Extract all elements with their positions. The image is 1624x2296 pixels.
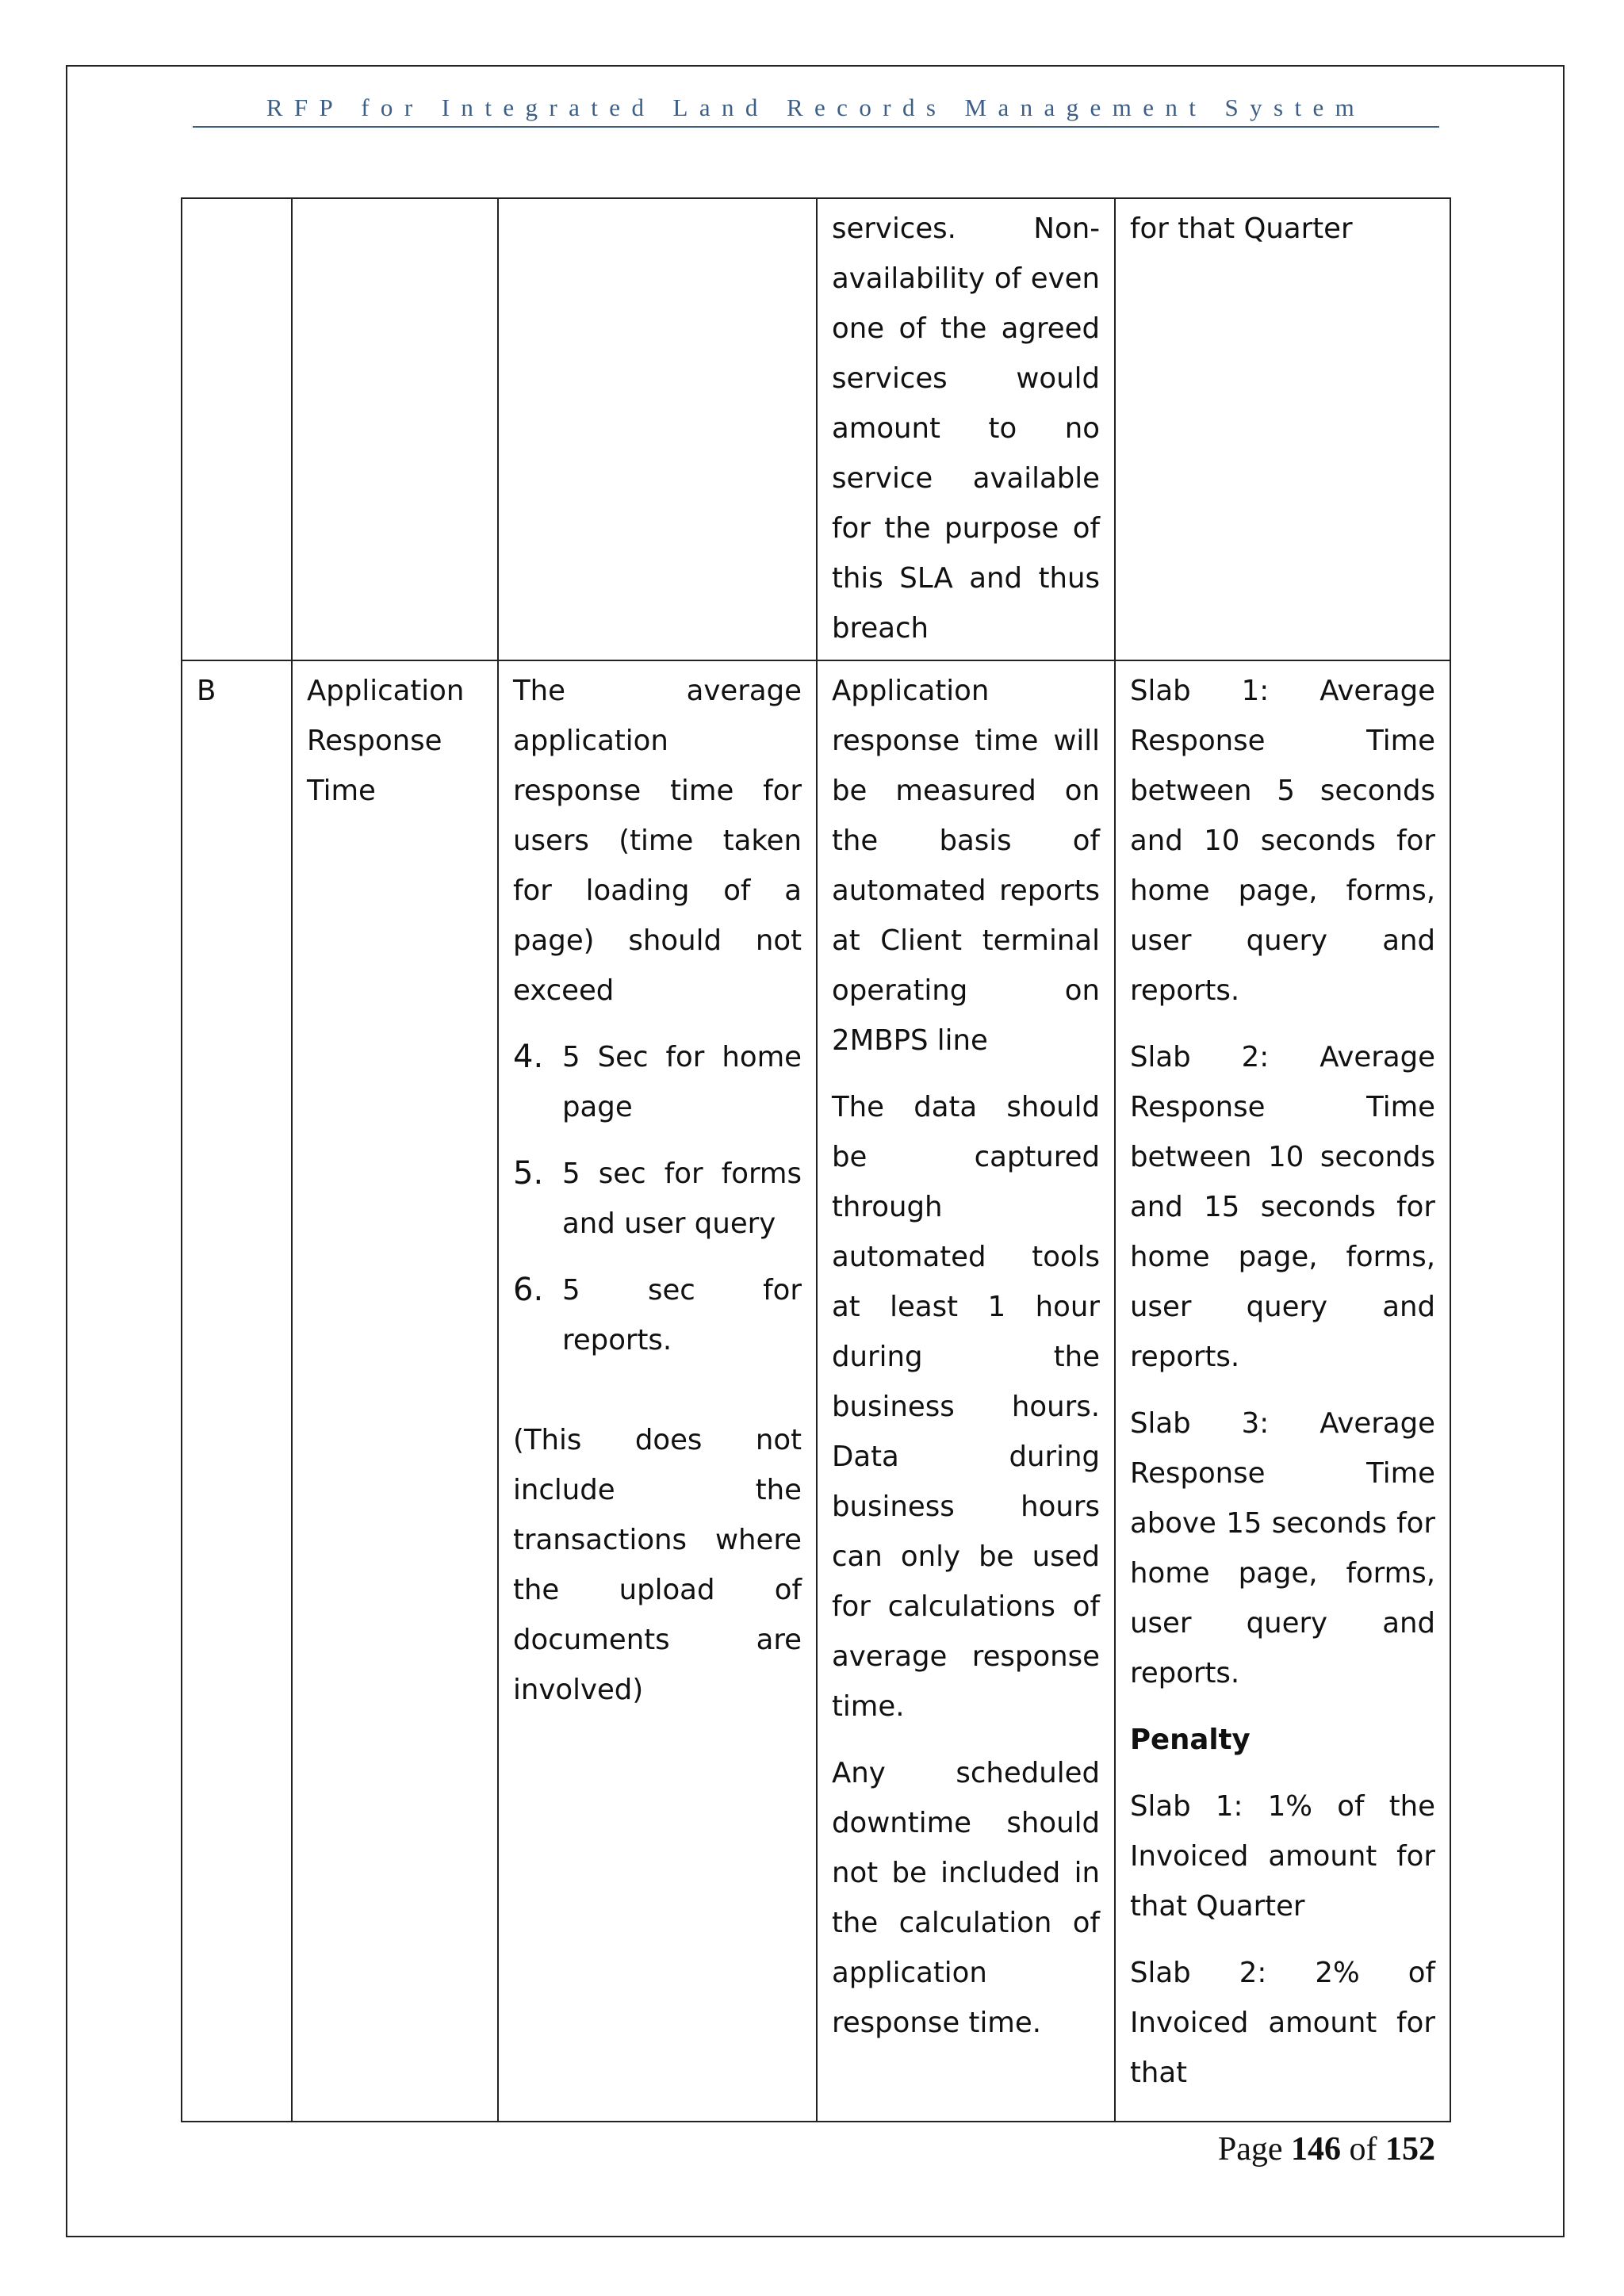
- list-item: [513, 1265, 802, 1365]
- cell-penalty-continued: [1115, 198, 1450, 660]
- table-row-continued: [182, 198, 1450, 660]
- penalty-item: Slab 2: 2% of Invoiced amount for that: [1130, 1957, 1435, 2089]
- measurement-paragraph: Application response time will be measured on the basis of automated reports at Client terminal operating on 2MBPS line: [832, 675, 1100, 1057]
- measurement-continued-text: services. Non-availability of even one of the agreed services would amount to no service available for the purpose of this SLA and thus breach: [832, 212, 1100, 645]
- list-item-text: 5 sec for forms and user query: [562, 1158, 802, 1240]
- slab-paragraph: Slab 1: Average Response Time between 5 seconds and 10 seconds for home page, forms, user query and reports.: [1130, 675, 1435, 1007]
- row-id: B: [197, 675, 216, 707]
- target-note: (This does not include the transactions where the upload of documents are involved): [513, 1424, 802, 1706]
- parameter-text: Application Response Time: [307, 675, 465, 807]
- table-row-b: [182, 660, 1450, 2122]
- penalty-item: Slab 1: 1% of the Invoiced amount for that Quarter: [1130, 1790, 1435, 1923]
- document-header-title: RFP for Integrated Land Records Management System: [266, 94, 1366, 121]
- page-number: 146: [1291, 2131, 1341, 2168]
- list-item-text: 5 sec for reports.: [562, 1274, 802, 1357]
- target-list: [513, 1032, 802, 1365]
- measurement-paragraph: The data should be captured through automated tools at least 1 hour during the business hours. Data during business hours can only be used for calculations of average response time.: [832, 1091, 1100, 1723]
- total-pages: 152: [1385, 2131, 1435, 2168]
- cell-id: [182, 660, 292, 2122]
- list-item: [513, 1149, 802, 1249]
- page-label: Page: [1217, 2131, 1283, 2168]
- slab-paragraph: Slab 3: Average Response Time above 15 seconds for home page, forms, user query and reports.: [1130, 1407, 1435, 1689]
- cell-parameter: [292, 660, 498, 2122]
- cell-target: [498, 660, 817, 2122]
- slab-paragraph: Slab 2: Average Response Time between 10 seconds and 15 seconds for home page, forms, user query and reports.: [1130, 1041, 1435, 1373]
- list-item-number: 4.: [513, 1039, 544, 1075]
- cell-measurement: [817, 660, 1115, 2122]
- penalty-continued-text: for that Quarter: [1130, 212, 1353, 245]
- cell-measurement-continued: [817, 198, 1115, 660]
- cell-parameter-empty: [292, 198, 498, 660]
- list-item-number: 5.: [513, 1155, 544, 1192]
- list-item-number: 6.: [513, 1272, 544, 1308]
- cell-target-empty: [498, 198, 817, 660]
- of-label: of: [1349, 2131, 1377, 2168]
- sla-table: [181, 197, 1451, 2122]
- cell-penalty: [1115, 660, 1450, 2122]
- measurement-paragraph: Any scheduled downtime should not be included in the calculation of application response time.: [832, 1757, 1100, 2039]
- list-item-text: 5 Sec for home page: [562, 1041, 802, 1123]
- target-intro: The average application response time for users (time taken for loading of a page) should not exceed: [513, 675, 802, 1007]
- cell-id-empty: [182, 198, 292, 660]
- page-number-footer: [1031, 2130, 1435, 2168]
- header-rule: [193, 126, 1439, 128]
- list-item: [513, 1032, 802, 1132]
- penalty-heading: Penalty: [1130, 1724, 1251, 1756]
